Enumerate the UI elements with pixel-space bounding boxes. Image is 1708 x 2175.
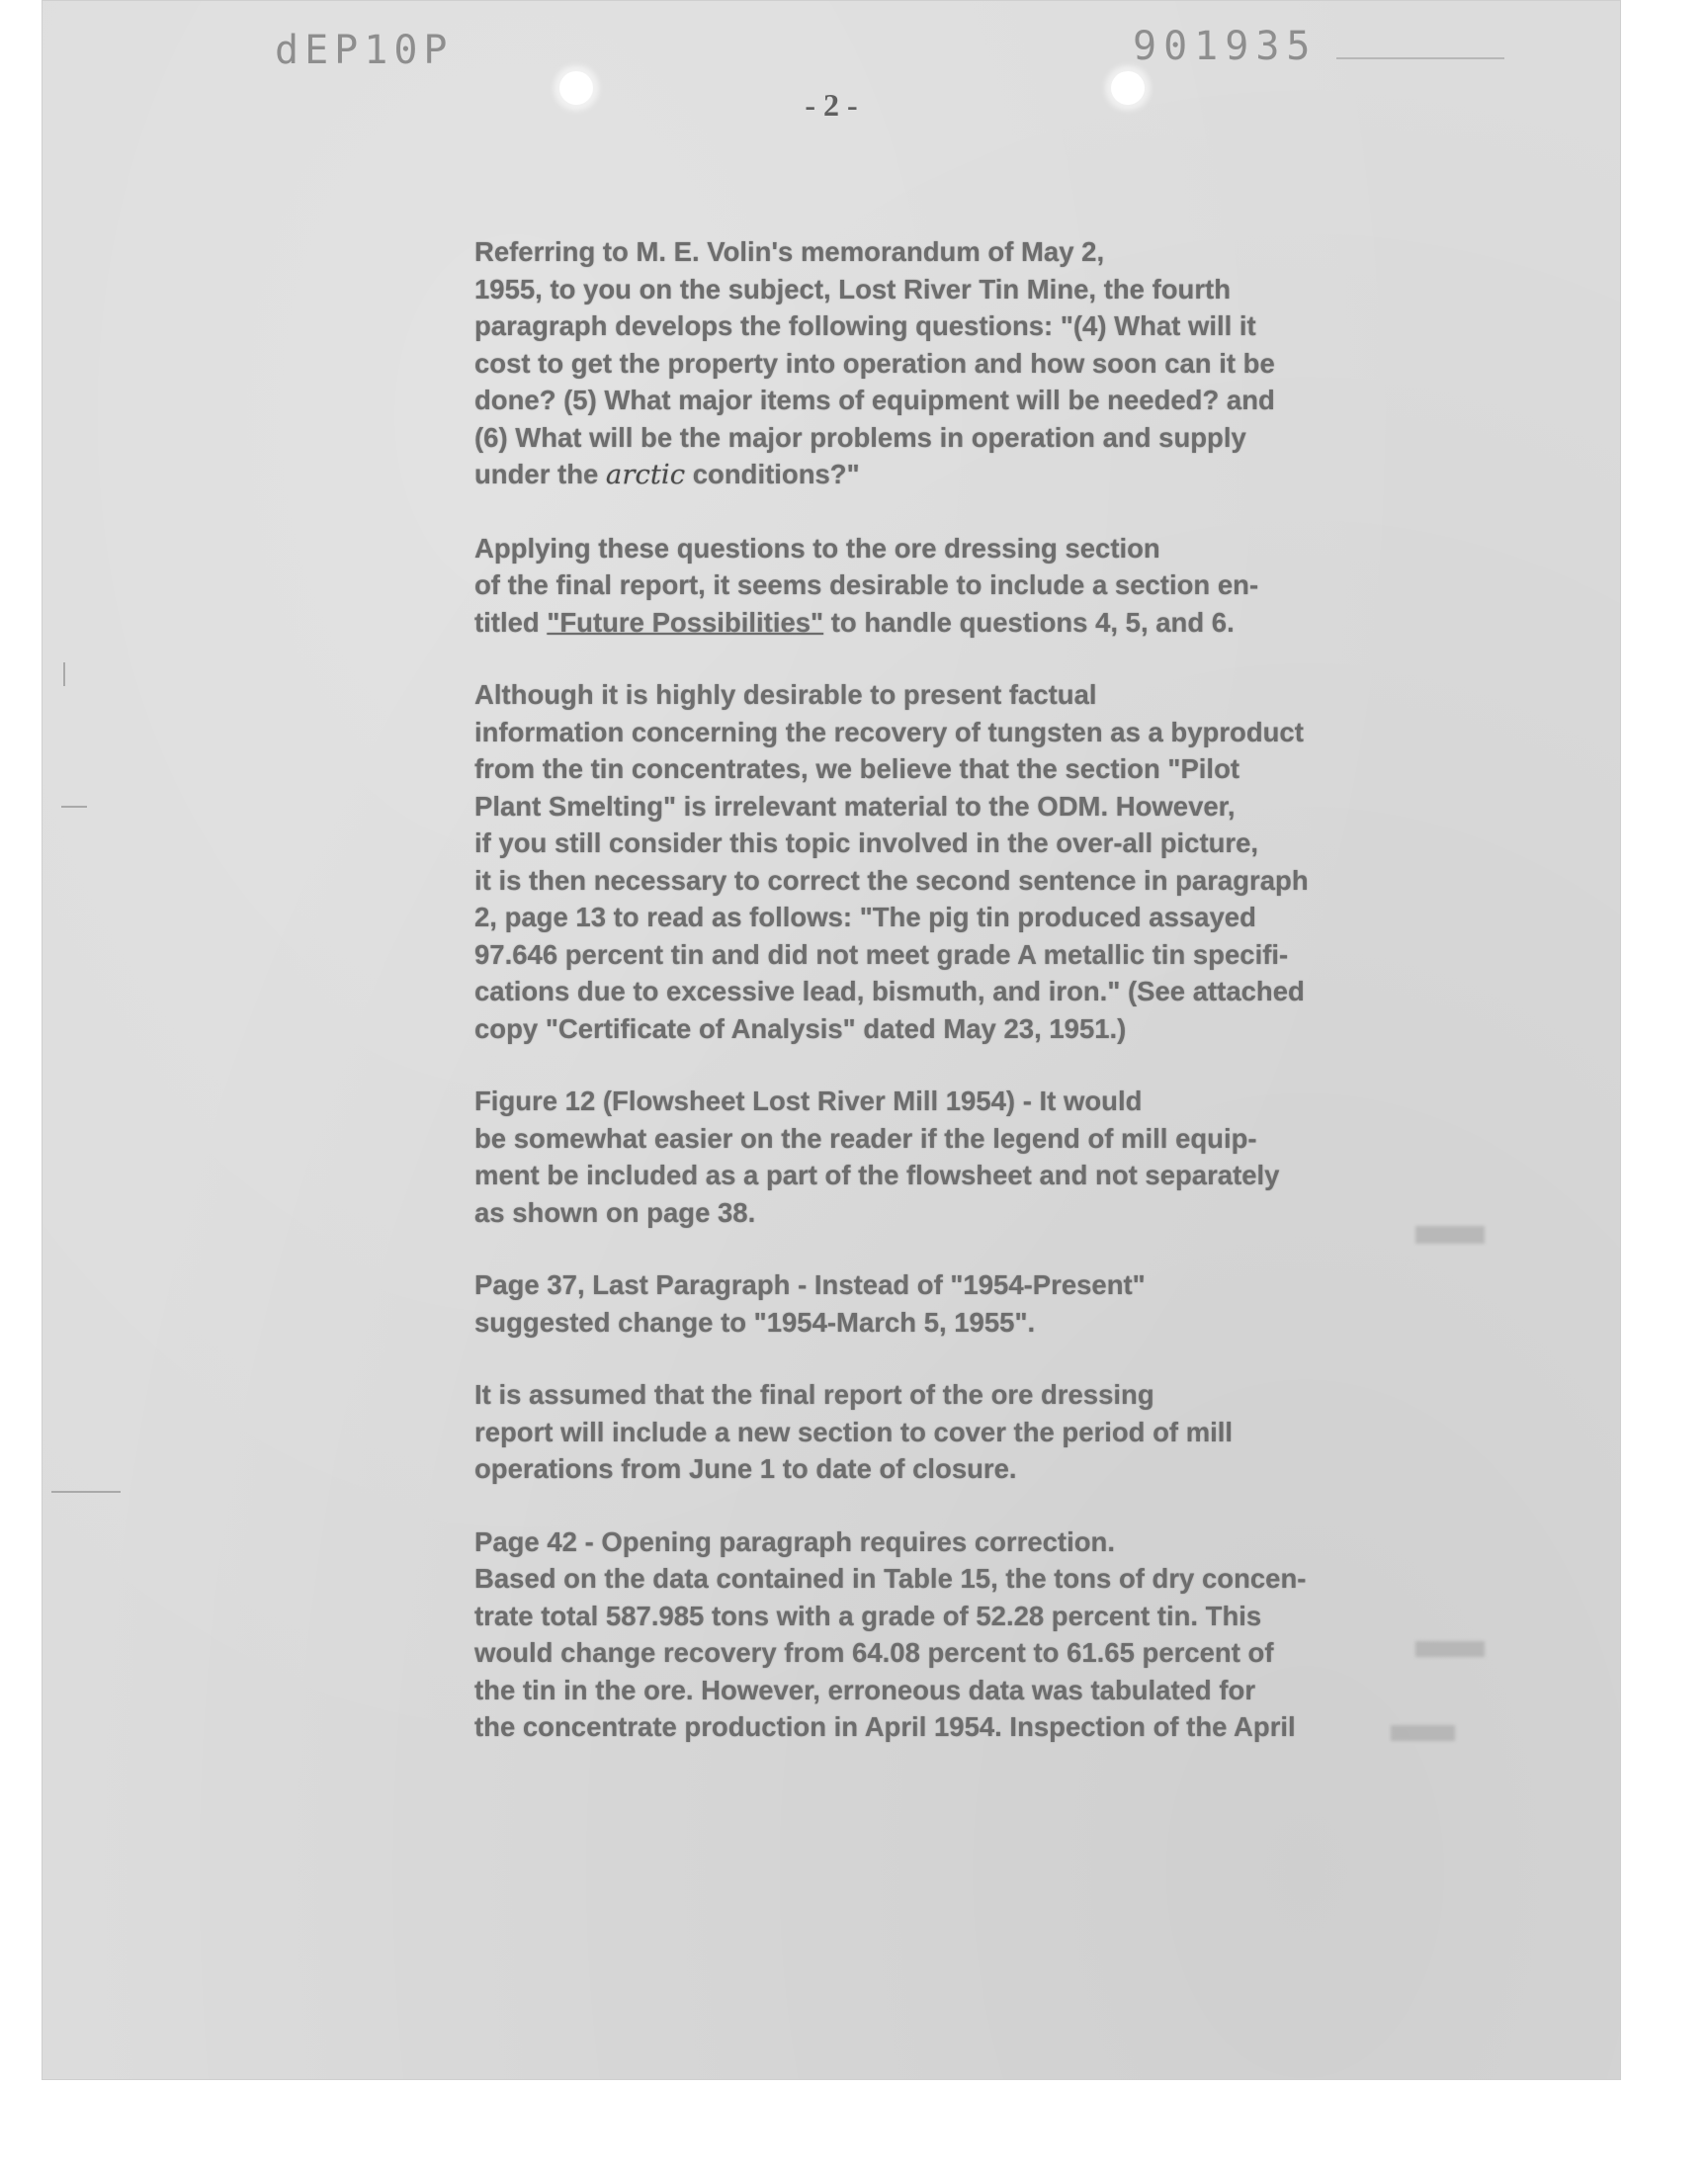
paragraph-volin-questions xyxy=(300,233,1437,494)
text-line: ment be included as a part of the flowsheet and not separately xyxy=(474,1160,1280,1190)
text-line: 1955, to you on the subject, Lost River Tin Mine, the fourth xyxy=(474,273,1231,304)
text-line: information concerning the recovery of tungsten as a byproduct xyxy=(474,716,1304,747)
page-number: - 2 - xyxy=(805,87,858,123)
text-line: Figure 12 (Flowsheet Lost River Mill 1954) - It would xyxy=(474,1086,1143,1116)
text-line: would change recovery from 64.08 percent to 61.65 percent of xyxy=(474,1637,1274,1668)
text-line: Based on the data contained in Table 15, the tons of dry concen- xyxy=(474,1563,1307,1594)
text-line: Applying these questions to the ore dressing section xyxy=(474,532,1160,564)
document-code-left: dEP10P xyxy=(275,28,454,73)
paragraph-final-report-assumption xyxy=(300,1376,1437,1488)
text-line: as shown on page 38. xyxy=(474,1196,756,1228)
text-line xyxy=(300,604,1437,642)
text-line: Page 42 - Opening paragraph requires correction. xyxy=(474,1525,1115,1557)
text-line: done? (5) What major items of equipment will be needed? and xyxy=(474,385,1275,415)
handwritten-insertion: arctic xyxy=(605,459,686,490)
paragraph-page-37 xyxy=(300,1266,1437,1341)
paragraph-page-42 xyxy=(300,1523,1437,1746)
paragraph-pilot-plant-smelting xyxy=(300,676,1437,1047)
text-line: from the tin concentrates, we believe that the section "Pilot xyxy=(474,753,1240,784)
text-line: operations from June 1 to date of closure. xyxy=(474,1453,1017,1484)
text-fragment: under the xyxy=(474,459,606,489)
memo-body xyxy=(300,233,1437,1782)
text-line: if you still consider this topic involved in the over-all picture, xyxy=(474,827,1259,858)
text-line: Page 37, Last Paragraph - Instead of "1954-Present" xyxy=(474,1269,1146,1300)
text-line: the tin in the ore. However, erroneous data was tabulated for xyxy=(474,1674,1256,1705)
text-line xyxy=(300,456,1437,494)
header-rule xyxy=(1336,57,1504,59)
text-fragment: titled xyxy=(474,606,548,638)
text-line: 2, page 13 to read as follows: "The pig tin produced assayed xyxy=(474,902,1256,932)
text-line: 97.646 percent tin and did not meet grade A metallic tin specifi- xyxy=(474,938,1289,970)
text-line: it is then necessary to correct the second sentence in paragraph xyxy=(474,864,1309,896)
text-line: Referring to M. E. Volin's memorandum of May 2, xyxy=(474,236,1105,267)
margin-mark xyxy=(61,806,87,808)
text-line: Although it is highly desirable to present factual xyxy=(474,679,1097,710)
text-line: copy "Certificate of Analysis" dated May 23, 1951.) xyxy=(474,1012,1127,1044)
margin-mark xyxy=(63,662,65,686)
text-line: cations due to excessive lead, bismuth, and iron." (See attached xyxy=(474,976,1305,1006)
text-line: cost to get the property into operation and how soon can it be xyxy=(474,347,1275,379)
text-line: (6) What will be the major problems in operation and supply xyxy=(474,421,1246,453)
underlined-section-title: "Future Possibilities" xyxy=(547,606,824,638)
text-line: trate total 587.985 tons with a grade of 52.28 percent tin. This xyxy=(474,1600,1262,1631)
paragraph-future-possibilities xyxy=(300,530,1437,642)
document-page xyxy=(42,0,1621,2080)
text-line: the concentrate production in April 1954. Inspection of the April xyxy=(474,1711,1296,1742)
text-line: Plant Smelting" is irrelevant material to the ODM. However, xyxy=(474,790,1236,822)
text-line: paragraph develops the following questions: "(4) What will it xyxy=(474,310,1256,341)
text-line: suggested change to "1954-March 5, 1955". xyxy=(474,1306,1036,1338)
paragraph-figure-12 xyxy=(300,1083,1437,1231)
document-number-right: 901935 xyxy=(1133,24,1318,69)
text-fragment: conditions?" xyxy=(685,459,860,489)
text-line: report will include a new section to cover the period of mill xyxy=(474,1416,1234,1447)
text-fragment: to handle questions 4, 5, and 6. xyxy=(823,606,1235,638)
text-line: of the final report, it seems desirable to include a section en- xyxy=(474,569,1259,600)
text-line: be somewhat easier on the reader if the legend of mill equip- xyxy=(474,1122,1257,1154)
text-line: It is assumed that the final report of the ore dressing xyxy=(474,1379,1154,1410)
margin-mark xyxy=(51,1491,121,1493)
